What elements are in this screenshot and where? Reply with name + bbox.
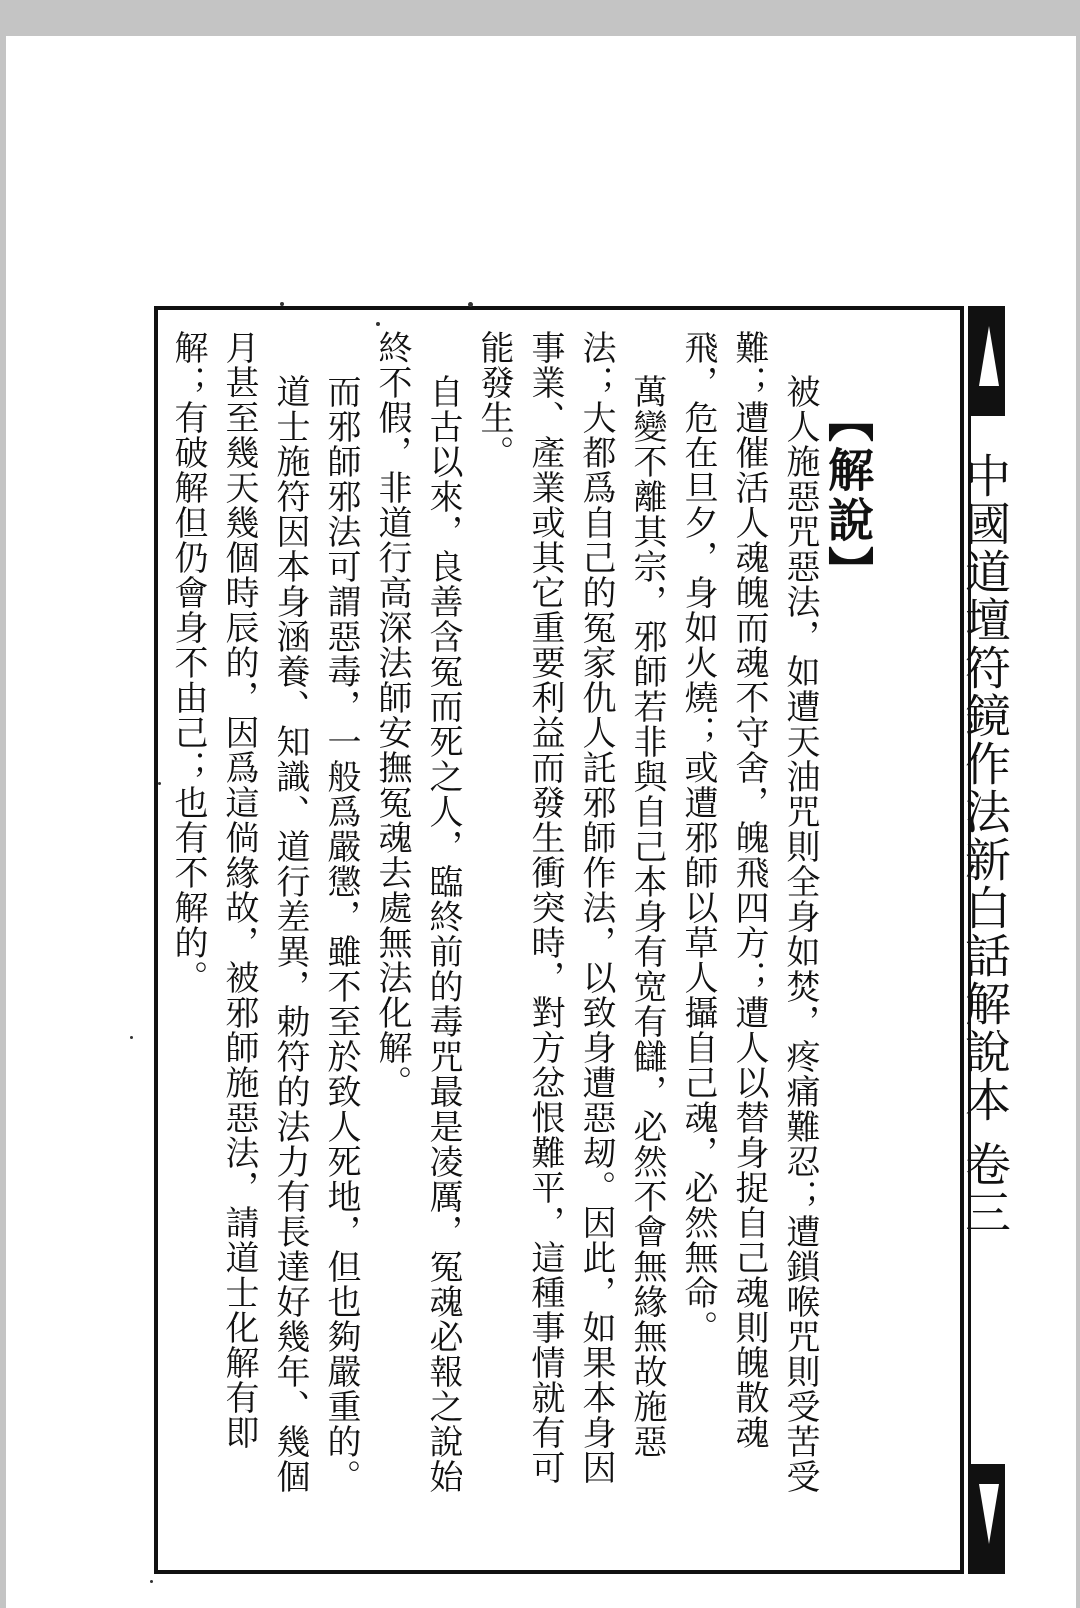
body-text — [168, 330, 825, 1510]
scan-speck — [280, 302, 284, 306]
running-title: 中國道壇符鏡作法新白話解說本 卷三 — [958, 452, 1012, 1237]
paragraph: 萬變不離其宗，邪師若非與自己本身有宽有讎，必然不會無緣無故施惡法；大都爲自己的冤家仇人託邪師作法，以致身遭惡刼。因此，如果本身因事業、產業或其它重要利益而發生衝突時，對方忿恨難平，這種事情就有可能發生。 — [474, 330, 667, 1485]
section-heading: 【解說】 — [821, 396, 875, 596]
paragraph: 自古以來，良善含冤而死之人，臨終前的毒咒最是凌厲，冤魂必報之說始終不假，非道行高深法師安撫冤魂去處無法化解。 — [372, 330, 463, 1495]
scan-speck — [158, 782, 161, 785]
scan-speck — [150, 1580, 153, 1583]
scan-speck — [376, 322, 380, 326]
scan-speck — [130, 1036, 133, 1039]
scan-speck — [468, 302, 473, 307]
spine-bottom-ornament — [971, 1464, 1005, 1574]
paragraph: 被人施惡咒惡法，如遭天油咒則全身如焚，疼痛難忍；遭鎖喉咒則受苦受難；遭催活人魂魄而魂不守舍，魄飛四方；遭人以替身捉自己魂則魄散魂飛，危在旦夕，身如火燒；或遭邪師以草人攝自己魂，必然無命。 — [678, 330, 820, 1495]
paragraph: 而邪師邪法可謂惡毒，一般爲嚴懲，雖不至於致人死地，但也夠嚴重的。 — [321, 374, 361, 1495]
paragraph: 道士施符因本身涵養、知識、道行差異，勅符的法力有長達好幾年、幾個月甚至幾天幾個時辰的，因爲這倘緣故，被邪師施惡法，請道士化解有即解；有破解但仍會身不由己；也有不解的。 — [168, 330, 310, 1495]
spine-top-ornament — [971, 306, 1005, 416]
